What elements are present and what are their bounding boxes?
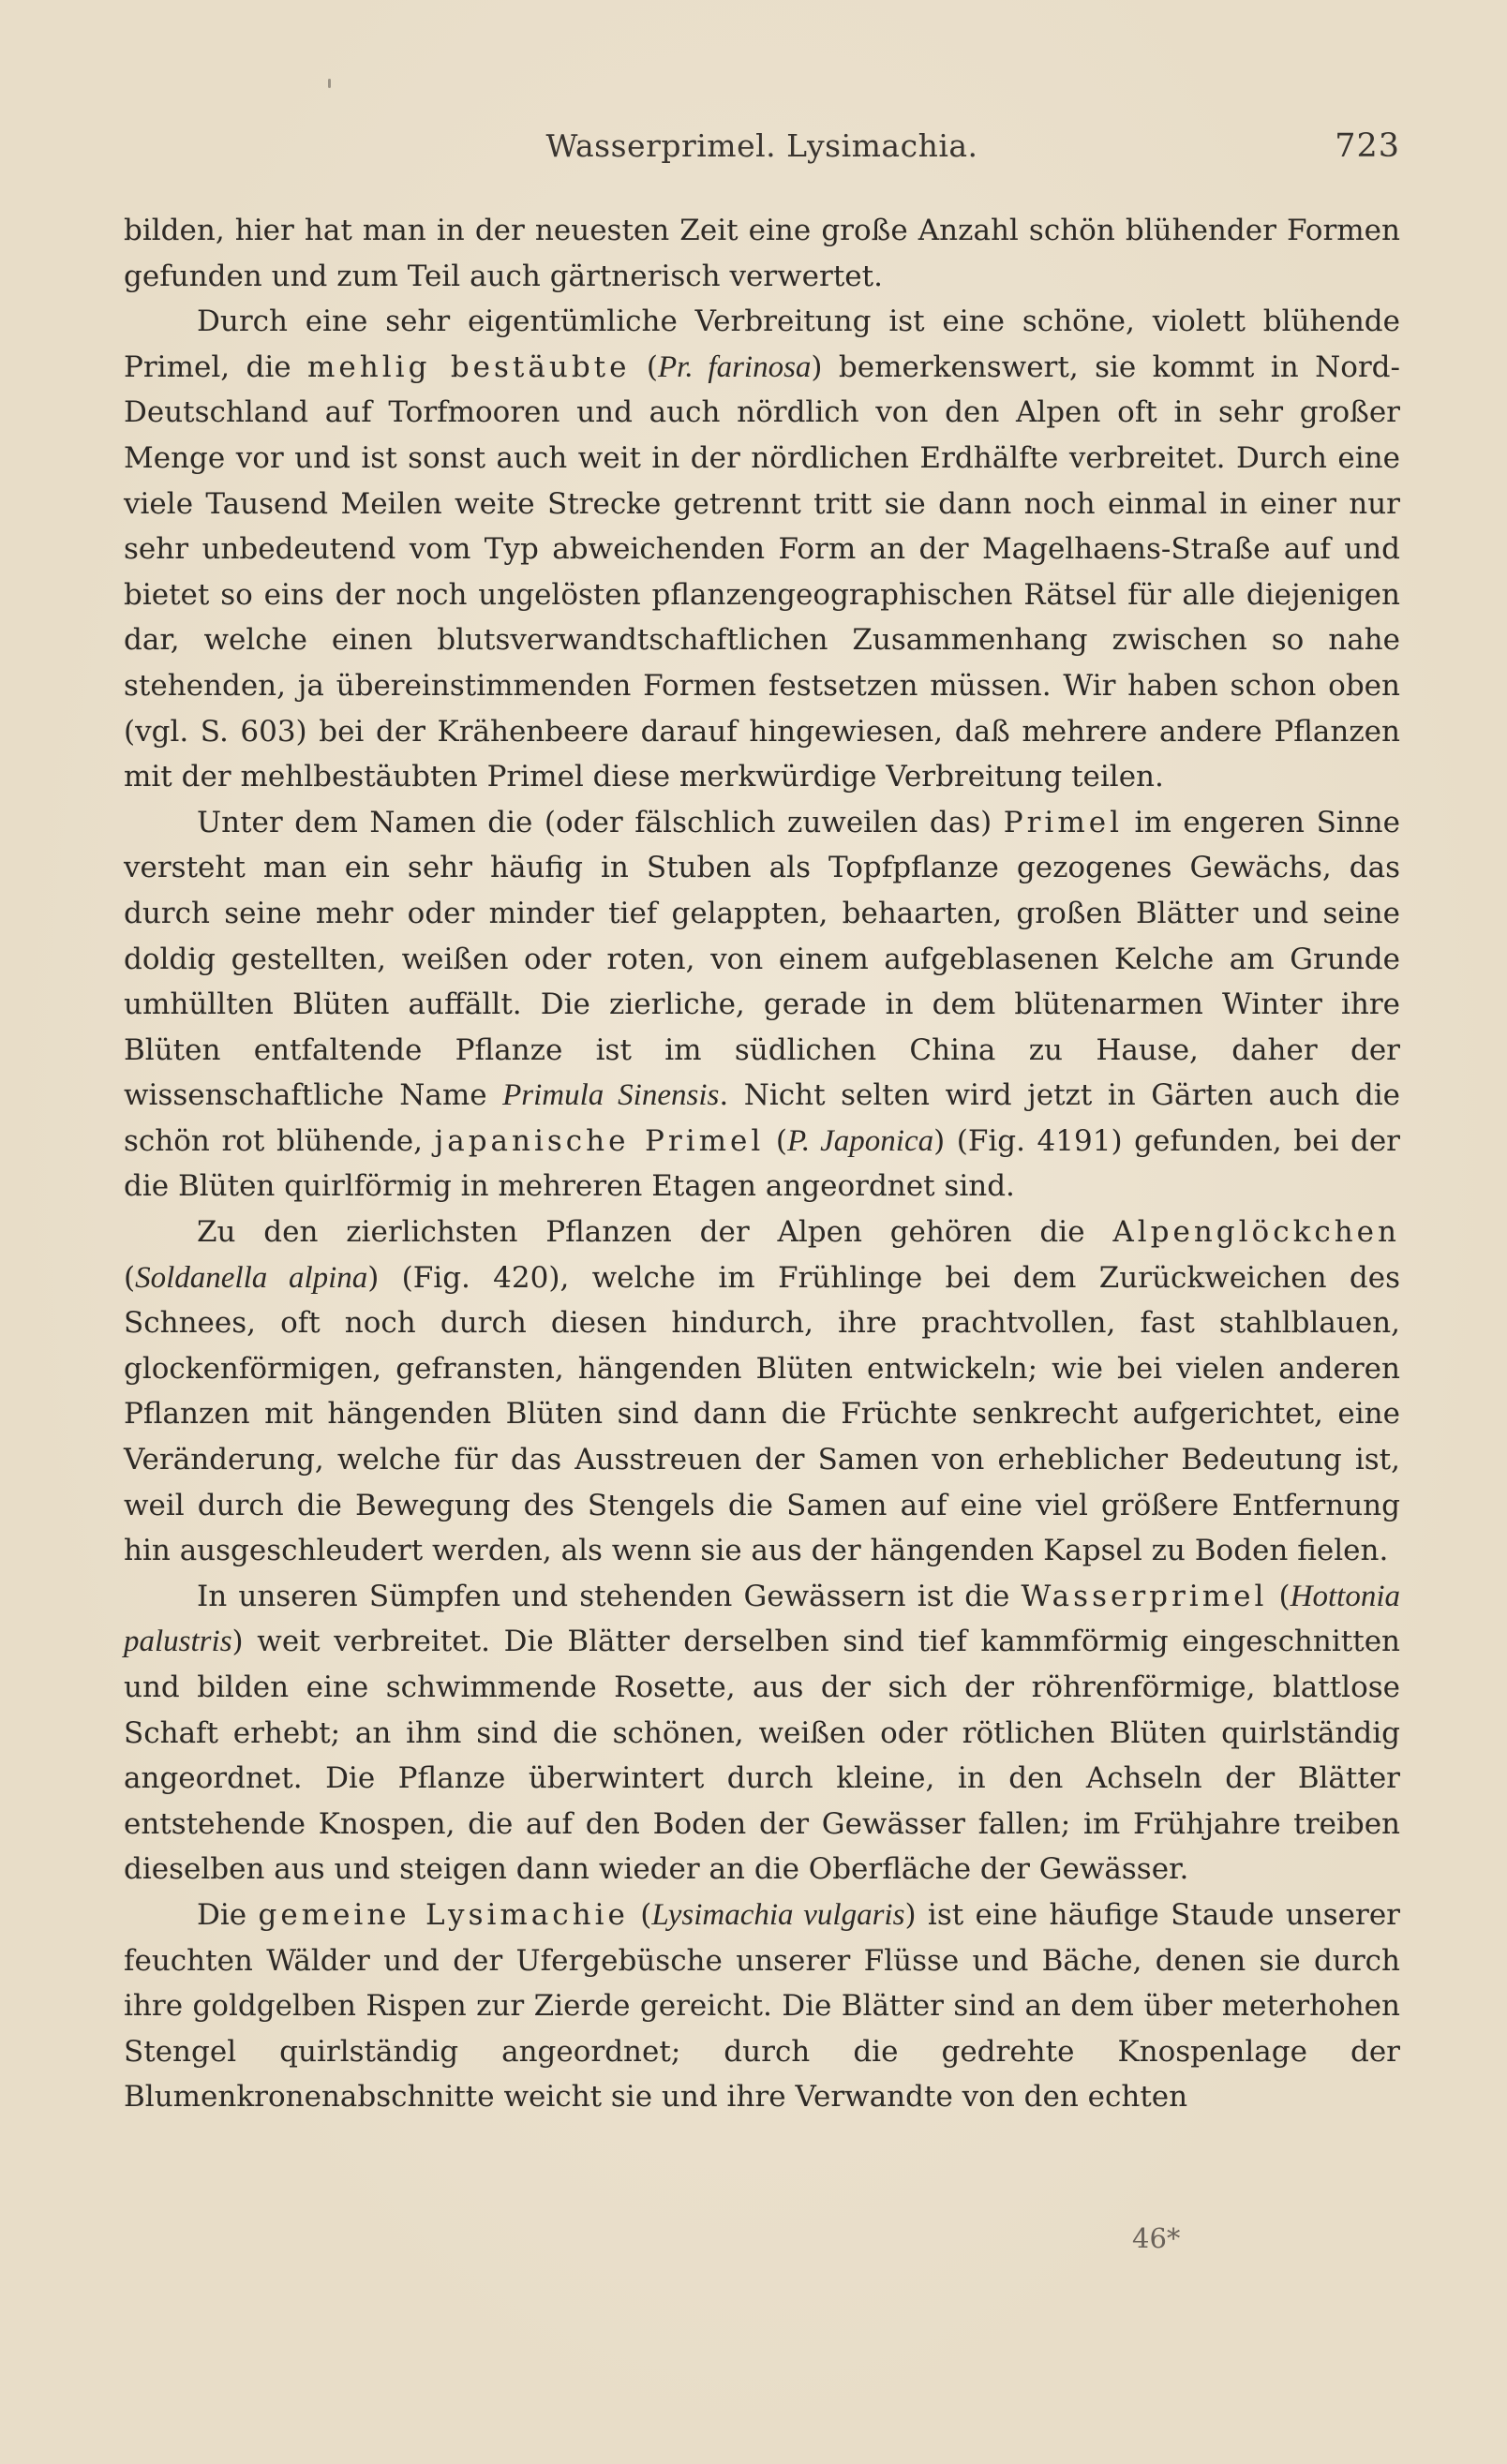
paragraph: [124, 800, 1400, 1210]
text-run: ) (Fig. 4191) gefunden, bei der die Blüten quirlförmig in mehreren Etagen angeordnet sind.: [124, 1123, 1401, 1204]
text-run: In unseren Sümpfen und stehenden Gewässern ist die: [197, 1579, 1022, 1613]
page-number: 723: [1335, 127, 1400, 165]
text-run: (: [630, 349, 658, 384]
emphasized-term: Wasserprimel: [1021, 1579, 1268, 1613]
paper-speck: [328, 79, 331, 88]
sheet-signature: 46*: [1132, 2222, 1181, 2254]
text-run: (: [1267, 1579, 1291, 1613]
text-run: (: [764, 1123, 787, 1158]
text-run: im engeren Sinne versteht man ein sehr häufig in Stuben als Topfpflanze gezogenes Gewächs, das durch seine mehr oder minder tief gelappten, behaarten, großen Blätter und seine doldig gestellten, weißen oder roten, von einem aufgeblasenen Kelche am Grunde umhüllten Blüten auffällt. Die zierliche, gerade in dem blütenarmen Winter ihre Blüten entfaltende Pflanze ist im südlichen China zu Hause, daher der wissenschaftliche Name: [124, 805, 1400, 1113]
text-run: Die: [197, 1897, 259, 1932]
emphasized-term: Alpenglöckchen: [1112, 1215, 1400, 1250]
text-run: ) bemerkenswert, sie kommt in Nord-Deutschland auf Torfmooren und auch nördlich von den Alpen oft in sehr großer Menge vor und ist sonst auch weit in der nördlichen Erdhälfte verbreitet. Durch eine viele Tausend Meilen weite Strecke getrennt tritt sie dann noch einmal in einer nur sehr unbedeutend vom Typ abweichenden Form an der Magelhaens-Straße auf und bietet so eins der noch ungelösten pflanzengeographischen Rätsel für alle diejenigen dar, welche einen blutsverwandtschaftlichen Zusammenhang zwischen so nahe stehenden, ja übereinstimmenden Formen festsetzen müssen. Wir haben schon oben (vgl. S. 603) bei der Krähenbeere darauf hingewiesen, daß mehrere andere Pflanzen mit der mehlbestäubten Primel diese merkwürdige Verbreitung teilen.: [124, 349, 1400, 794]
paragraph: [124, 1574, 1400, 1893]
latin-name: Pr. farinosa: [658, 349, 812, 384]
emphasized-term: gemeine Lysimachie: [258, 1897, 629, 1932]
paragraph: [124, 1210, 1400, 1574]
running-title: Wasserprimel. Lysimachia.: [545, 127, 978, 164]
paragraph: [124, 1893, 1400, 2120]
text-run: bilden, hier hat man in der neuesten Zeit eine große Anzahl schön blühender Formen gefunden und zum Teil auch gärtnerisch verwertet.: [124, 214, 1400, 293]
text-run: ) weit verbreitet. Die Blätter derselben sind tief kammförmig eingeschnitten und bilden eine schwimmende Rosette, aus der sich der röhrenförmige, blattlose Schaft erhebt; an ihm sind die schönen, weißen oder rötlichen Blüten quirlständig angeordnet. Die Pflanze überwintert durch kleine, in den Achseln der Blätter entstehende Knospen, die auf den Boden der Gewässer fallen; im Frühjahre treiben dieselben aus und steigen dann wieder an die Oberfläche der Gewässer.: [124, 1625, 1400, 1887]
text-run: Zu den zierlichsten Pflanzen der Alpen gehören die: [197, 1215, 1113, 1250]
latin-name: Hottonia palustris: [124, 1579, 1401, 1659]
paragraph: [124, 208, 1400, 299]
emphasized-term: mehlig bestäubte: [307, 349, 631, 384]
text-run: (: [628, 1897, 652, 1932]
text-run: ) ist eine häufige Staude unserer feuchten Wälder und der Ufergebüsche unserer Flüsse und Bäche, denen sie durch ihre goldgelben Rispen zur Zierde gereicht. Die Blätter sind an dem über meterhohen Stengel quirlständig angeordnet; durch die gedrehte Knospenlage der Blumenkronenabschnitte weicht sie und ihre Verwandte von den echten: [124, 1897, 1401, 2115]
latin-name: Primula Sinensis: [502, 1078, 720, 1113]
text-run: . Nicht selten wird jetzt in Gärten auch die schön rot blühende,: [124, 1078, 1400, 1158]
text-run: Unter dem Namen die (oder fälschlich zuweilen das): [197, 805, 1004, 839]
latin-name: Soldanella alpina: [135, 1260, 368, 1295]
body-text: [124, 208, 1400, 2120]
text-run: (: [124, 1260, 136, 1295]
running-header: [124, 127, 1400, 180]
latin-name: Lysimachia vulgaris: [651, 1897, 905, 1932]
emphasized-term: Primel: [1003, 805, 1123, 839]
latin-name: P. Japonica: [787, 1123, 934, 1158]
paragraph: [124, 299, 1400, 800]
emphasized-term: japanische Primel: [434, 1123, 765, 1158]
text-run: ) (Fig. 420), welche im Frühlinge bei dem Zurückweichen des Schnees, oft noch durch diesen hindurch, ihre prachtvollen, fast stahlblauen, glockenförmigen, gefransten, hängenden Blüten entwickeln; wie bei vielen anderen Pflanzen mit hängenden Blüten sind dann die Früchte senkrecht aufgerichtet, eine Veränderung, welche für das Ausstreuen der Samen von erheblicher Bedeutung ist, weil durch die Bewegung des Stengels die Samen auf eine viel größere Entfernung hin ausgeschleudert werden, als wenn sie aus der hängenden Kapsel zu Boden fielen.: [124, 1260, 1400, 1568]
text-run: Durch eine sehr eigentümliche Verbreitung ist eine schöne, violett blühende Primel, die: [124, 304, 1400, 384]
